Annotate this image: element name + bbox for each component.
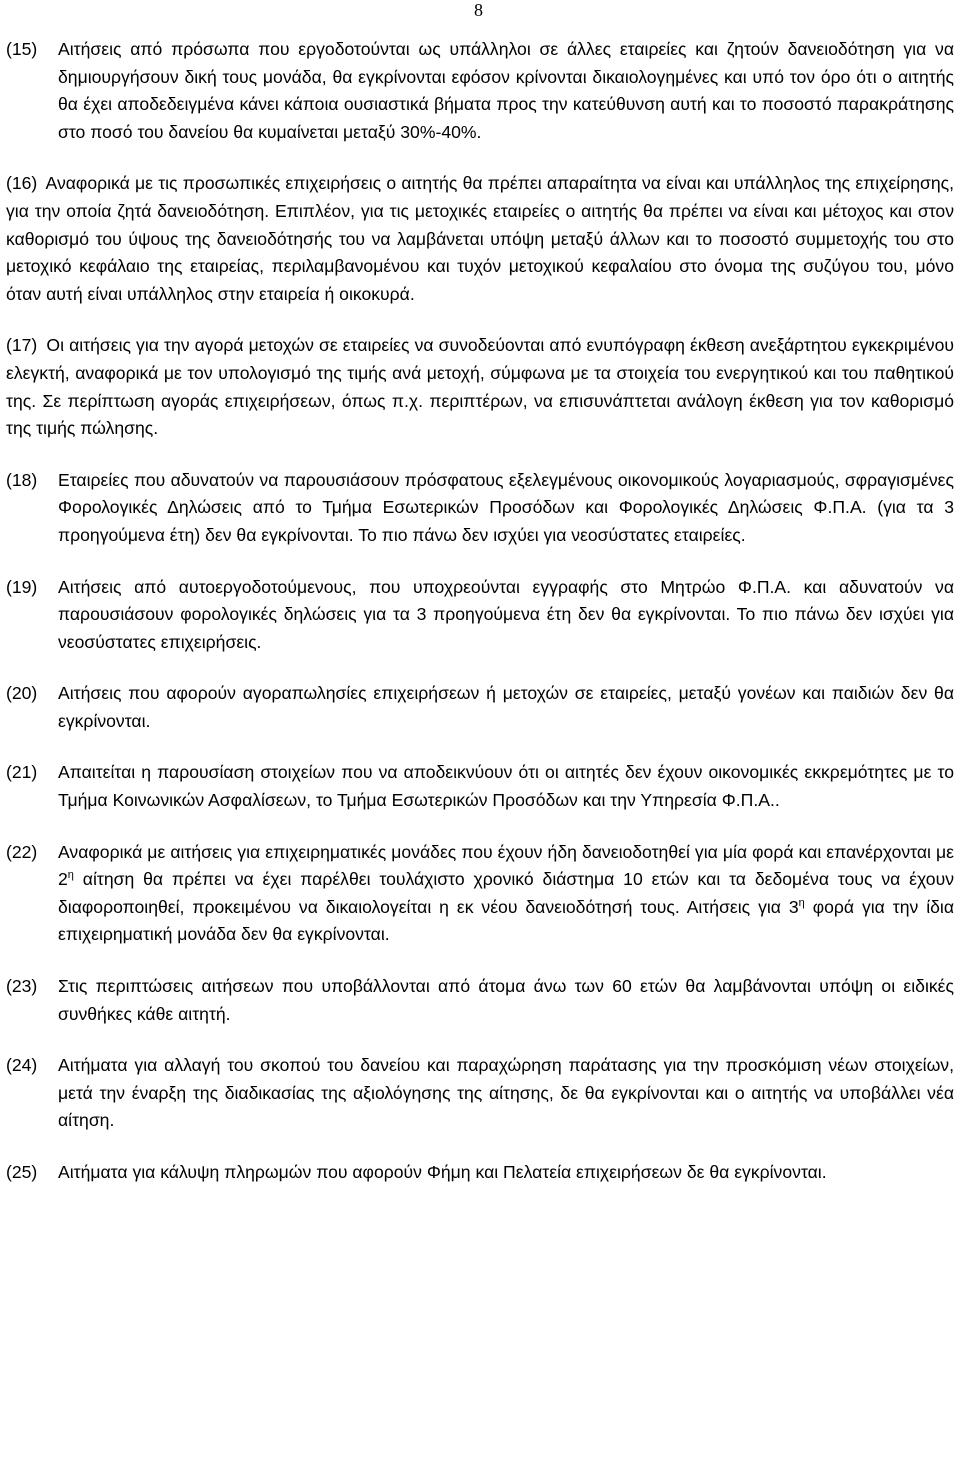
- paragraph-text: Απαιτείται η παρουσίαση στοιχείων που να αποδεικνύουν ότι οι αιτητές δεν έχουν οικονομικές εκκρεμότητες με το Τμήμα Κοινωνικών Ασφαλίσεων, το Τμήμα Εσωτερικών Προσόδων και την Υπηρεσία Φ.Π.Α..: [58, 762, 954, 811]
- document-body: [6, 36, 954, 1211]
- paragraph-text: Αιτήσεις που αφορούν αγοραπωλησίες επιχειρήσεων ή μετοχών σε εταιρείες, μεταξύ γονέων και παιδιών δεν θα εγκρίνονται.: [58, 683, 954, 731]
- paragraph-18: [6, 467, 954, 550]
- paragraph-number: (21): [6, 762, 38, 783]
- paragraph-text: Αιτήσεις από πρόσωπα που εργοδοτούνται ως υπάλληλοι σε άλλες εταιρείες και ζητούν δανειοδότηση για να δημιουργήσουν δική τους μονάδα, θα εγκρίνονται εφόσον κρίνονται δικαιολογημένες και υπό τον όρο ότι ο αιτητής θα έχει αποδεδειγμένα κάνει κάποια ουσιαστικά βήματα προς την κατεύθυνση αυτή και το ποσοστό παρακράτησης στο ποσό του δανείου θα κυμαίνεται μεταξύ 30%-40%.: [58, 39, 954, 142]
- paragraph-22: [6, 839, 954, 949]
- paragraph-number: (25): [6, 1162, 38, 1182]
- paragraph-text: Αναφορικά με τις προσωπικές επιχειρήσεις ο αιτητής θα πρέπει απαραίτητα να είναι και υπάλληλος της επιχείρησης, για την οποία ζητά δανειοδότηση. Επιπλέον, για τις μετοχικές εταιρείες ο αιτητής θα πρέπει να είναι και μέτοχος και στον καθορισμό του ύψους της δανειοδότησής του να λαμβάνεται υπόψη μεταξύ άλλων και το ποσοστό συμμετοχής του στο μετοχικό κεφάλαιο της εταιρείας, περιλαμβανομένου και τυχόν μετοχικού κεφαλαίου στο όνομα της συζύγου του, μόνο όταν αυτή είναι υπάλληλος στην εταιρεία ή οικοκυρά.: [6, 173, 955, 304]
- paragraph-text: Αιτήματα για κάλυψη πληρωμών που αφορούν Φήμη και Πελατεία επιχειρήσεων δε θα εγκρίνονται.: [58, 1162, 827, 1182]
- paragraph-number: (23): [6, 976, 38, 997]
- paragraph-text-part: αίτηση θα πρέπει να έχει παρέλθει τουλάχιστο χρονικό διάστημα 10 ετών και τα δεδομένα τους να έχουν διαφοροποιηθεί, προκειμένου να δικαιολογείται η εκ νέου δανειοδότησή τους. Αιτήσεις για 3: [58, 869, 954, 917]
- paragraph-25: [6, 1159, 954, 1187]
- paragraph-text: Αιτήματα για αλλαγή του σκοπού του δανείου και παραχώρηση παράτασης για την προσκόμιση νέων στοιχείων, μετά την έναρξη της διαδικασίας της αξιολόγησης της αίτησης, δε θα εγκρίνονται και ο αιτητής να υποβάλλει νέα αίτηση.: [58, 1055, 954, 1131]
- paragraph-20: [6, 680, 954, 735]
- paragraph-number: (19): [6, 576, 38, 597]
- paragraph-number: (20): [6, 683, 38, 704]
- paragraph-text-part: Αναφορικά με αιτήσεις για επιχειρηματικές μονάδες που έχουν ήδη δανειοδοτηθεί για μία φορά και επανέρχονται με 2: [58, 841, 954, 890]
- paragraph-23: [6, 973, 954, 1028]
- paragraph-number: (24): [6, 1055, 38, 1076]
- paragraph-text: Στις περιπτώσεις αιτήσεων που υποβάλλονται από άτομα άνω των 60 ετών θα λαμβάνονται υπόψη οι ειδικές συνθήκες κάθε αιτητή.: [58, 976, 954, 1024]
- paragraph-text-part: φορά για την ίδια επιχειρηματική μονάδα δεν θα εγκρίνονται.: [58, 896, 954, 945]
- paragraph-number: (22): [6, 841, 38, 862]
- paragraph-number: (16): [6, 173, 38, 194]
- paragraph-number: (17): [6, 335, 38, 356]
- paragraph-21: [6, 759, 954, 814]
- paragraph-text: Αιτήσεις από αυτοεργοδοτούμενους, που υποχρεούνται εγγραφής στο Μητρώο Φ.Π.Α. και αδυνατούν να παρουσιάσουν φορολογικές δηλώσεις για τα 3 προηγούμενα έτη δεν θα εγκρίνονται. Το πιο πάνω δεν ισχύει για νεοσύστατες επιχειρήσεις.: [58, 576, 954, 652]
- ordinal-superscript: η: [67, 869, 74, 882]
- paragraph-text: [58, 842, 954, 945]
- paragraph-15: [6, 36, 954, 146]
- paragraph-number: (15): [6, 39, 38, 59]
- paragraph-number: (18): [6, 469, 38, 490]
- paragraph-19: [6, 574, 954, 657]
- paragraph-24: [6, 1052, 954, 1135]
- page-number: 8: [474, 0, 483, 20]
- paragraph-text: Εταιρείες που αδυνατούν να παρουσιάσουν πρόσφατους εξελεγμένους οικονομικούς λογαριασμούς, σφραγισμένες Φορολογικές Δηλώσεις από το Τμήμα Εσωτερικών Προσόδων και Φορολογικές Δηλώσεις Φ.Π.Α. (για τα 3 προηγούμενα έτη) δεν θα εγκρίνονται. Το πιο πάνω δεν ισχύει για νεοσύστατες εταιρείες.: [58, 469, 954, 545]
- paragraph-text: Οι αιτήσεις για την αγορά μετοχών σε εταιρείες να συνοδεύονται από ενυπόγραφη έκθεση ανεξάρτητου εγκεκριμένου ελεγκτή, αναφορικά με τον υπολογισμό της τιμής ανά μετοχή, σύμφωνα με τα στοιχεία του ενεργητικού και του παθητικού της. Σε περίπτωση αγοράς επιχειρήσεων, όπως π.χ. περιπτέρων, να επισυνάπτεται ανάλογη έκθεση για τον καθορισμό της τιμής πώλησης.: [6, 335, 955, 439]
- ordinal-superscript: η: [798, 896, 805, 909]
- paragraph-16: [6, 170, 954, 308]
- paragraph-17: [6, 332, 954, 442]
